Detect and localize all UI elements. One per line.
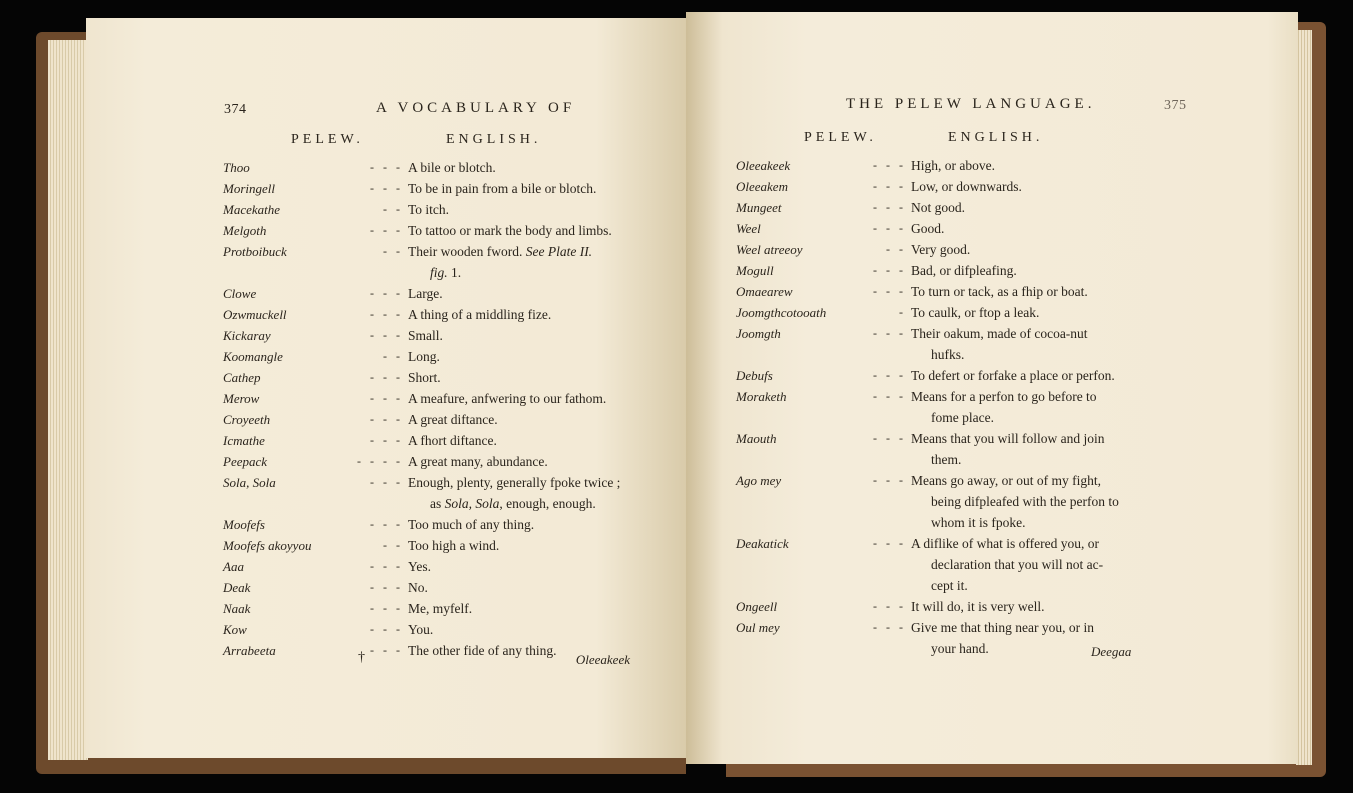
column-head-pelew: PELEW. [291, 132, 364, 147]
left-page-edges [48, 40, 88, 760]
entry-term: Mogull [736, 263, 774, 278]
entry-term: Moringell [223, 181, 275, 196]
entry-dashes: - - - [873, 368, 903, 382]
entry-definition-line: being difpleafed with the perfon to [931, 494, 1119, 509]
entry-dashes: - - - [873, 284, 903, 298]
entry-definition-line: Good. [911, 221, 945, 236]
entry-definition-line: A thing of a middling fize. [408, 307, 552, 322]
entry-definition-line: Means that you will follow and join [911, 431, 1105, 446]
entry-definition-line: fig. 1. [430, 265, 462, 280]
entry-term: Moraketh [736, 389, 787, 404]
entry-definition-line: Give me that thing near you, or in [911, 620, 1094, 635]
entry-dashes: - - - [873, 431, 903, 445]
entry-definition-line: Enough, plenty, generally fpoke twice ; [408, 475, 621, 490]
entry-dashes: - - - [873, 599, 903, 613]
right-page [686, 12, 1298, 764]
catchword: Deegaa [1091, 644, 1132, 659]
entry-term: Macekathe [223, 202, 281, 217]
entry-definition-line: fome place. [931, 410, 994, 425]
entry-definition-line: Small. [408, 328, 443, 343]
entry-term: Melgoth [223, 223, 267, 238]
entry-definition-line: Long. [408, 349, 440, 364]
entry-definition-line: To be in pain from a bile or blotch. [408, 181, 597, 196]
entry-definition-line: To turn or tack, as a fhip or boat. [911, 284, 1088, 299]
entry-definition-line: A fhort diftance. [408, 433, 497, 448]
entry-definition-line: Low, or downwards. [911, 179, 1022, 194]
entry-definition-line: Me, myfelf. [408, 601, 473, 616]
entry-dashes: - - - [370, 286, 400, 300]
entry-dashes: - - - [370, 601, 400, 615]
entry-definition-line: To defert or forfake a place or perfon. [911, 368, 1115, 383]
signature-mark: † [358, 650, 365, 665]
entry-dashes: - - - [370, 433, 400, 447]
entry-definition-line: cept it. [931, 578, 968, 593]
entry-definition-line: Means for a perfon to go before to [911, 389, 1097, 404]
entry-dashes: - - - [873, 200, 903, 214]
entry-dashes: - - - [873, 389, 903, 403]
entry-definition-line: No. [408, 580, 428, 595]
entry-term: Clowe [223, 286, 257, 301]
entry-term: Weel atreeoy [736, 242, 803, 257]
entry-term: Oleeakeek [736, 158, 791, 173]
right-page-edges [1296, 30, 1312, 765]
entry-definition-line: declaration that you will not ac- [931, 557, 1104, 572]
entry-dashes: - - - [370, 223, 400, 237]
entry-dashes: - - - [873, 179, 903, 193]
entry-term: Moofefs [223, 517, 265, 532]
left-page [86, 18, 686, 758]
entry-term: Merow [223, 391, 260, 406]
entry-dashes: - - - [873, 263, 903, 277]
entry-dashes: - - [886, 242, 903, 256]
entry-term: Naak [223, 601, 251, 616]
entry-dashes: - - - [873, 620, 903, 634]
entry-term: Protboibuck [223, 244, 287, 259]
entry-term: Joomgth [736, 326, 781, 341]
entry-definition-line: To tattoo or mark the body and limbs. [408, 223, 612, 238]
entry-term: Ago mey [736, 473, 782, 488]
entry-dashes: - - [383, 244, 400, 258]
entry-definition-line: Too high a wind. [408, 538, 500, 553]
entry-definition-line: hufks. [931, 347, 965, 362]
entry-definition-line: Very good. [911, 242, 971, 257]
entry-dashes: - - - [370, 391, 400, 405]
entry-term: Koomangle [223, 349, 283, 364]
entry-dashes: - - - [370, 328, 400, 342]
entry-definition-line: Bad, or difpleafing. [911, 263, 1017, 278]
entry-term: Oleeakem [736, 179, 788, 194]
entry-term: Peepack [223, 454, 268, 469]
entry-term: Ozwmuckell [223, 307, 287, 322]
entry-term: Joomgthcotooath [736, 305, 827, 320]
entry-term: Oul mey [736, 620, 780, 635]
entry-definition-line: whom it is fpoke. [931, 515, 1026, 530]
entry-dashes: - - [383, 202, 400, 216]
entry-definition-line: as Sola, Sola, enough, enough. [430, 496, 596, 511]
entry-definition-line: Large. [408, 286, 443, 301]
entry-term: Debufs [736, 368, 773, 383]
entry-definition-line: them. [931, 452, 962, 467]
entry-term: Icmathe [223, 433, 265, 448]
entry-dashes: - - - [370, 517, 400, 531]
column-head-english: ENGLISH. [446, 132, 542, 147]
entry-definition-line: High, or above. [911, 158, 995, 173]
entry-term: Sola, Sola [223, 475, 276, 490]
catchword: Oleeakeek [575, 652, 630, 667]
entry-term: Deak [223, 580, 251, 595]
entry-definition-line: A great many, abundance. [408, 454, 548, 469]
page-number: 374 [224, 102, 247, 117]
entry-term: Weel [736, 221, 761, 236]
entry-definition-line: A diflike of what is offered you, or [911, 536, 1099, 551]
entry-dashes: - - - [370, 412, 400, 426]
column-head-english: ENGLISH. [948, 130, 1044, 145]
entry-dashes: - - - [370, 622, 400, 636]
column-head-pelew: PELEW. [804, 130, 877, 145]
entry-term: Mungeet [736, 200, 782, 215]
page-number: 375 [1164, 98, 1187, 113]
open-book [36, 18, 1326, 783]
entry-dashes: - - - [370, 370, 400, 384]
entry-definition-line: To caulk, or ftop a leak. [911, 305, 1040, 320]
entry-term: Ongeell [736, 599, 778, 614]
entry-definition-line: To itch. [408, 202, 450, 217]
entry-definition-line: You. [408, 622, 434, 637]
entry-dashes: - - - [370, 307, 400, 321]
entry-dashes: - - [383, 538, 400, 552]
entry-definition-line: A bile or blotch. [408, 160, 496, 175]
entry-term: Moofefs akoyyou [223, 538, 312, 553]
entry-definition-line: The other fide of any thing. [408, 643, 557, 658]
entry-definition-line: Too much of any thing. [408, 517, 535, 532]
entry-term: Kow [223, 622, 247, 637]
entry-definition-line: Their wooden fword. See Plate II. [408, 244, 593, 259]
entry-term: Thoo [223, 160, 250, 175]
entry-definition-line: A great diftance. [408, 412, 498, 427]
entry-definition-line: A meafure, anfwering to our fathom. [408, 391, 607, 406]
entry-term: Croyeeth [223, 412, 271, 427]
entry-definition-line: your hand. [931, 641, 989, 656]
entry-dashes: - - [383, 349, 400, 363]
entry-definition-line: Not good. [911, 200, 965, 215]
entry-term: Omaearew [736, 284, 793, 299]
entry-dashes: - [899, 305, 903, 319]
entry-dashes: - - - [370, 643, 400, 657]
entry-term: Kickaray [223, 328, 271, 343]
entry-dashes: - - - [370, 160, 400, 174]
entry-dashes: - - - - [357, 454, 400, 468]
entry-dashes: - - - [370, 559, 400, 573]
entry-term: Arrabeeta [223, 643, 276, 658]
entry-definition-line: Their oakum, made of cocoa-nut [911, 326, 1088, 341]
entry-definition-line: Yes. [408, 559, 432, 574]
entry-dashes: - - - [873, 473, 903, 487]
entry-dashes: - - - [873, 158, 903, 172]
running-head: A VOCABULARY OF [376, 100, 576, 116]
entry-dashes: - - - [873, 536, 903, 550]
entry-dashes: - - - [370, 475, 400, 489]
entry-term: Maouth [736, 431, 777, 446]
entry-definition-line: Means go away, or out of my fight, [911, 473, 1101, 488]
entry-dashes: - - - [873, 221, 903, 235]
entry-term: Deakatick [736, 536, 789, 551]
entry-definition-line: It will do, it is very well. [911, 599, 1045, 614]
entry-dashes: - - - [873, 326, 903, 340]
entry-dashes: - - - [370, 580, 400, 594]
entry-term: Aaa [223, 559, 244, 574]
entry-definition-line: Short. [408, 370, 441, 385]
entry-term: Cathep [223, 370, 261, 385]
running-head: THE PELEW LANGUAGE. [846, 96, 1096, 112]
entry-dashes: - - - [370, 181, 400, 195]
